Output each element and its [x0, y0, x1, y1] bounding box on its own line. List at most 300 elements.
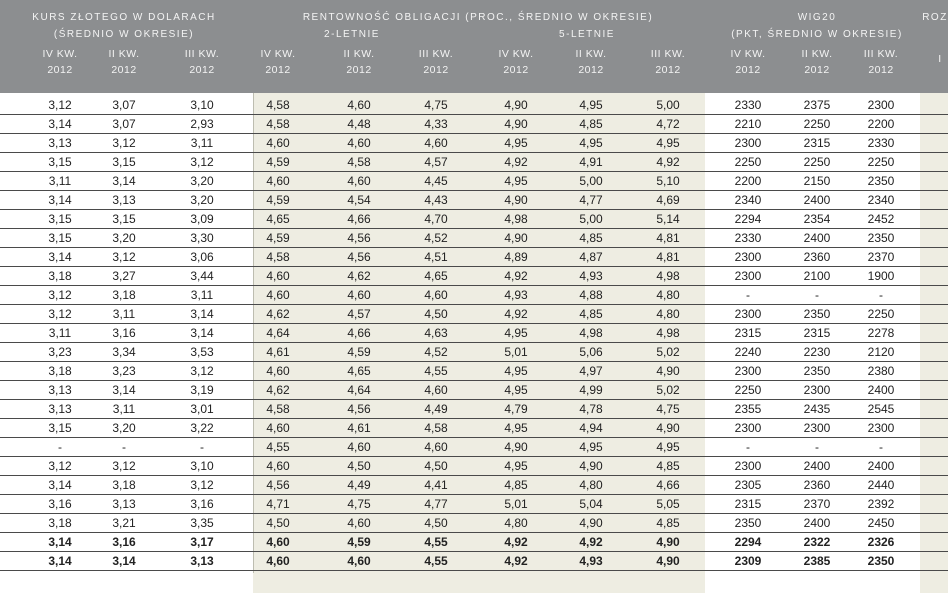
table-cell: 3,15: [48, 212, 72, 226]
table-cell: 2250: [867, 307, 895, 321]
table-cell: 2354: [803, 212, 831, 226]
table-cell: 3,23: [48, 345, 72, 359]
table-cell: 4,60: [266, 288, 290, 302]
table-cell: 2385: [803, 554, 831, 568]
table-row: [0, 286, 948, 305]
table-cell: 3,21: [112, 516, 136, 530]
table-cell: 3,16: [190, 497, 214, 511]
table-cell: 4,85: [579, 231, 603, 245]
table-cell: 3,14: [112, 554, 136, 568]
table-cell: 2300: [734, 269, 762, 283]
table-cell: 2392: [867, 497, 895, 511]
table-cell: 3,14: [48, 554, 72, 568]
table-cell: 2400: [803, 516, 831, 530]
table-cell: 2294: [734, 212, 762, 226]
table-cell: 3,13: [190, 554, 214, 568]
table-cell: 4,59: [266, 155, 290, 169]
table-cell: 4,78: [579, 402, 603, 416]
table-cell: 4,58: [266, 117, 290, 131]
table-cell: 3,12: [190, 364, 214, 378]
table-cell: 3,34: [112, 345, 136, 359]
column-header-quarter: II KW.: [343, 48, 375, 60]
group-subtitle-wig: (PKT, ŚREDNIO W OKRESIE): [731, 29, 903, 40]
table-cell: 3,13: [112, 193, 136, 207]
column-header-quarter: II KW.: [108, 48, 140, 60]
table-cell: 4,95: [504, 364, 528, 378]
table-cell: 4,49: [347, 478, 371, 492]
table-cell: 4,92: [656, 155, 680, 169]
table-cell: 4,33: [424, 117, 448, 131]
table-cell: 4,52: [424, 231, 448, 245]
table-cell: 4,60: [347, 440, 371, 454]
table-cell: 4,60: [424, 383, 448, 397]
table-row: [0, 343, 948, 362]
table-cell: 4,58: [266, 98, 290, 112]
table-cell: 3,15: [112, 212, 136, 226]
table-cell: 3,14: [112, 174, 136, 188]
table-cell: 3,14: [112, 383, 136, 397]
table-cell: 4,58: [347, 155, 371, 169]
table-cell: 2360: [803, 478, 831, 492]
table-cell: 4,80: [656, 288, 680, 302]
table-cell: 4,90: [656, 554, 680, 568]
table-row: [0, 134, 948, 153]
table-cell: 3,53: [190, 345, 214, 359]
table-cell: 4,62: [266, 307, 290, 321]
table-cell: 4,64: [266, 326, 290, 340]
column-header-year: 2012: [189, 64, 215, 76]
table-cell: 4,60: [424, 288, 448, 302]
table-cell: 4,92: [504, 269, 528, 283]
table-cell: 3,20: [112, 421, 136, 435]
table-cell: 2340: [867, 193, 895, 207]
table-cell: 4,72: [656, 117, 680, 131]
group-title-kurs: KURS ZŁOTEGO W DOLARACH: [32, 12, 216, 23]
table-cell: 4,99: [579, 383, 603, 397]
table-cell: 4,41: [424, 478, 448, 492]
table-cell: 3,12: [112, 250, 136, 264]
table-cell: 3,13: [112, 497, 136, 511]
table-cell: 4,58: [424, 421, 448, 435]
table-cell: 4,59: [347, 535, 371, 549]
table-cell: 4,90: [656, 421, 680, 435]
table-cell: 4,77: [579, 193, 603, 207]
table-cell: 4,65: [424, 269, 448, 283]
table-cell: 2309: [734, 554, 762, 568]
table-row: [0, 267, 948, 286]
table-cell: 2300: [734, 307, 762, 321]
table-cell: 3,13: [48, 136, 72, 150]
table-cell: 2294: [734, 535, 762, 549]
table-cell: 3,19: [190, 383, 214, 397]
table-body: [0, 96, 948, 571]
table-cell: 3,09: [190, 212, 214, 226]
table-cell: 4,75: [347, 497, 371, 511]
table-cell: 4,77: [424, 497, 448, 511]
table-cell: 4,57: [424, 155, 448, 169]
table-cell: 3,16: [112, 326, 136, 340]
table-cell: 4,60: [266, 174, 290, 188]
table-cell: 4,92: [504, 554, 528, 568]
table-cell: 4,50: [347, 459, 371, 473]
table-cell: 2370: [867, 250, 895, 264]
table-cell: 2350: [867, 554, 895, 568]
table-cell: 4,98: [656, 326, 680, 340]
table-cell: 4,65: [347, 364, 371, 378]
table-cell: 3,13: [48, 383, 72, 397]
table-cell: 5,00: [656, 98, 680, 112]
table-cell: 3,01: [190, 402, 214, 416]
table-cell: 4,60: [347, 554, 371, 568]
table-cell: 2300: [803, 383, 831, 397]
table-cell: 4,90: [579, 516, 603, 530]
table-cell: 3,12: [48, 288, 72, 302]
table-cell: 3,20: [190, 174, 214, 188]
table-cell: 2300: [867, 421, 895, 435]
column-header-quarter: III KW.: [863, 48, 899, 60]
table-cell: 4,51: [424, 250, 448, 264]
table-cell: 4,95: [504, 326, 528, 340]
table-cell: 4,58: [266, 402, 290, 416]
table-cell: 2120: [867, 345, 895, 359]
table-cell: 2435: [803, 402, 831, 416]
column-header-quarter: III KW.: [650, 48, 686, 60]
table-cell: 3,11: [48, 174, 72, 188]
table-cell: 4,95: [504, 421, 528, 435]
table-cell: 4,52: [424, 345, 448, 359]
table-cell: 2330: [734, 231, 762, 245]
table-cell: 2300: [803, 421, 831, 435]
table-cell: 4,80: [656, 307, 680, 321]
table-cell: -: [815, 440, 819, 454]
table-cell: -: [200, 440, 204, 454]
table-cell: 3,16: [112, 535, 136, 549]
column-header-year: 2012: [346, 64, 372, 76]
table-cell: 2300: [734, 136, 762, 150]
table-cell: 2350: [734, 516, 762, 530]
table-cell: 2150: [803, 174, 831, 188]
column-header-quarter: II KW.: [801, 48, 833, 60]
table-cell: 4,91: [579, 155, 603, 169]
table-row: [0, 324, 948, 343]
table-cell: 4,60: [424, 136, 448, 150]
table-cell: 4,59: [266, 231, 290, 245]
table-cell: 3,15: [48, 155, 72, 169]
column-header-year: 2012: [111, 64, 137, 76]
table-cell: 2200: [734, 174, 762, 188]
table-cell: 4,62: [266, 383, 290, 397]
subgroup-title: 2-LETNIE: [324, 29, 380, 40]
table-cell: 4,50: [424, 459, 448, 473]
table-cell: 4,95: [504, 174, 528, 188]
subgroup-title: 5-LETNIE: [559, 29, 615, 40]
edge-column-fragment: I: [938, 53, 942, 65]
table-cell: 4,92: [504, 535, 528, 549]
table-cell: 2250: [867, 155, 895, 169]
table-cell: 4,55: [266, 440, 290, 454]
table-cell: 5,00: [579, 212, 603, 226]
table-cell: 4,63: [424, 326, 448, 340]
table-cell: 3,15: [48, 421, 72, 435]
table-cell: -: [58, 440, 62, 454]
table-cell: 3,18: [112, 478, 136, 492]
table-cell: 3,18: [112, 288, 136, 302]
table-cell: 4,90: [504, 440, 528, 454]
table-cell: 3,23: [112, 364, 136, 378]
table-cell: 3,12: [190, 478, 214, 492]
table-cell: 4,60: [347, 516, 371, 530]
table-cell: 5,01: [504, 497, 528, 511]
table-cell: 3,14: [48, 193, 72, 207]
table-cell: 4,95: [579, 136, 603, 150]
table-cell: 4,50: [424, 307, 448, 321]
table-cell: 4,60: [266, 136, 290, 150]
group-title-wig: WIG20: [797, 12, 837, 23]
table-cell: 4,98: [504, 212, 528, 226]
table-cell: 4,95: [579, 98, 603, 112]
table-cell: 3,20: [112, 231, 136, 245]
table-cell: 2400: [803, 193, 831, 207]
table-row: [0, 476, 948, 495]
table-cell: 3,12: [190, 155, 214, 169]
table-cell: 3,15: [48, 231, 72, 245]
table-cell: 5,01: [504, 345, 528, 359]
table-cell: 2350: [867, 174, 895, 188]
table-cell: 2326: [867, 535, 895, 549]
table-cell: 2300: [867, 98, 895, 112]
table-cell: 4,60: [347, 98, 371, 112]
table-cell: 5,14: [656, 212, 680, 226]
table-cell: 3,06: [190, 250, 214, 264]
table-cell: 4,55: [424, 554, 448, 568]
table-cell: 3,11: [112, 307, 136, 321]
column-header-year: 2012: [655, 64, 681, 76]
column-header-quarter: III KW.: [418, 48, 454, 60]
table-cell: 4,61: [266, 345, 290, 359]
table-row: [0, 153, 948, 172]
table-cell: 3,18: [48, 269, 72, 283]
group-subtitle-kurs: (ŚREDNIO W OKRESIE): [53, 29, 195, 40]
table-cell: 5,00: [579, 174, 603, 188]
table-cell: 2350: [803, 364, 831, 378]
table-cell: 4,55: [424, 364, 448, 378]
table-cell: 3,11: [48, 326, 72, 340]
table-cell: 2400: [803, 459, 831, 473]
table-cell: 4,60: [347, 288, 371, 302]
table-cell: 3,10: [190, 459, 214, 473]
table-cell: 4,45: [424, 174, 448, 188]
column-header-year: 2012: [804, 64, 830, 76]
table-row: [0, 362, 948, 381]
table-cell: 4,59: [347, 345, 371, 359]
table-cell: 4,60: [424, 440, 448, 454]
table-cell: 3,17: [190, 535, 214, 549]
table-cell: 4,92: [504, 155, 528, 169]
table-cell: 4,66: [347, 212, 371, 226]
table-cell: 4,97: [579, 364, 603, 378]
table-cell: 4,89: [504, 250, 528, 264]
table-cell: 4,60: [266, 421, 290, 435]
column-header-year: 2012: [47, 64, 73, 76]
table-row: [0, 191, 948, 210]
table-cell: 4,94: [579, 421, 603, 435]
table-cell: 2300: [734, 250, 762, 264]
table-row: [0, 381, 948, 400]
table-row: [0, 96, 948, 115]
table-cell: 3,44: [190, 269, 214, 283]
table-cell: 3,14: [48, 250, 72, 264]
table-cell: 4,60: [266, 535, 290, 549]
table-cell: 4,65: [266, 212, 290, 226]
table-cell: 2278: [867, 326, 895, 340]
table-row: [0, 419, 948, 438]
table-row: [0, 248, 948, 267]
table-cell: 4,56: [266, 478, 290, 492]
table-cell: 2250: [803, 117, 831, 131]
table-cell: 4,87: [579, 250, 603, 264]
table-cell: 4,98: [656, 269, 680, 283]
table-cell: 2340: [734, 193, 762, 207]
group-title-rent: RENTOWNOŚĆ OBLIGACJI (PROC., ŚREDNIO W OKRESIE): [302, 12, 654, 23]
table-cell: 2350: [867, 231, 895, 245]
table-cell: 2240: [734, 345, 762, 359]
table-cell: 4,56: [347, 250, 371, 264]
summary-row: [0, 552, 948, 571]
table-cell: 2,93: [190, 117, 214, 131]
table-cell: 4,93: [579, 269, 603, 283]
table-cell: 4,56: [347, 402, 371, 416]
table-cell: -: [879, 288, 883, 302]
column-header-year: 2012: [423, 64, 449, 76]
table-cell: 4,95: [504, 383, 528, 397]
table-cell: 4,69: [656, 193, 680, 207]
table-cell: 3,07: [112, 98, 136, 112]
table-cell: 4,79: [504, 402, 528, 416]
table-cell: 4,48: [347, 117, 371, 131]
table-cell: 4,57: [347, 307, 371, 321]
table-cell: 4,85: [579, 307, 603, 321]
table-cell: 2300: [734, 364, 762, 378]
table-cell: 4,61: [347, 421, 371, 435]
table-cell: 4,93: [504, 288, 528, 302]
table-cell: 3,11: [112, 402, 136, 416]
table-cell: 3,10: [190, 98, 214, 112]
table-cell: 2300: [734, 459, 762, 473]
table-cell: 4,81: [656, 231, 680, 245]
table-cell: 4,60: [266, 364, 290, 378]
table-cell: 3,12: [48, 307, 72, 321]
table-cell: 4,90: [656, 364, 680, 378]
table-cell: 3,30: [190, 231, 214, 245]
table-cell: 4,95: [656, 440, 680, 454]
table-cell: 5,10: [656, 174, 680, 188]
table-cell: 2200: [867, 117, 895, 131]
table-cell: -: [122, 440, 126, 454]
table-row: [0, 210, 948, 229]
table-cell: 2315: [734, 497, 762, 511]
table-cell: 2400: [803, 231, 831, 245]
table-cell: 2370: [803, 497, 831, 511]
table-cell: 4,60: [347, 174, 371, 188]
table-cell: 2315: [734, 326, 762, 340]
table-row: [0, 514, 948, 533]
table-cell: 4,75: [656, 402, 680, 416]
table-cell: 4,95: [504, 459, 528, 473]
table-cell: 4,81: [656, 250, 680, 264]
table-cell: 2250: [734, 155, 762, 169]
table-cell: 2315: [803, 136, 831, 150]
table-cell: 3,12: [112, 459, 136, 473]
table-cell: 2300: [734, 421, 762, 435]
group-title-cut: ROZ: [922, 12, 948, 23]
column-header-quarter: III KW.: [184, 48, 220, 60]
table-cell: 3,22: [190, 421, 214, 435]
table-cell: 4,55: [424, 535, 448, 549]
table-cell: 3,13: [48, 402, 72, 416]
table-row: [0, 229, 948, 248]
table-cell: 2450: [867, 516, 895, 530]
table-cell: 4,60: [347, 136, 371, 150]
table-cell: 5,02: [656, 383, 680, 397]
table-cell: 2440: [867, 478, 895, 492]
table-cell: 4,64: [347, 383, 371, 397]
table-cell: 4,50: [424, 516, 448, 530]
table-header: [0, 0, 948, 93]
table-cell: 3,15: [112, 155, 136, 169]
table-cell: 5,02: [656, 345, 680, 359]
table-cell: 4,93: [579, 554, 603, 568]
table-cell: 5,05: [656, 497, 680, 511]
table-cell: -: [815, 288, 819, 302]
table-cell: 3,11: [190, 136, 214, 150]
column-header-year: 2012: [578, 64, 604, 76]
table-cell: 4,60: [266, 554, 290, 568]
table-cell: 2360: [803, 250, 831, 264]
table-cell: 3,20: [190, 193, 214, 207]
table-cell: 3,12: [112, 136, 136, 150]
table-cell: 3,14: [48, 117, 72, 131]
table-cell: 4,85: [504, 478, 528, 492]
table-row: [0, 495, 948, 514]
column-header-year: 2012: [503, 64, 529, 76]
summary-row: [0, 533, 948, 552]
table-cell: 3,16: [48, 497, 72, 511]
column-header-quarter: IV KW.: [498, 48, 534, 60]
table-cell: 4,66: [656, 478, 680, 492]
table-cell: 2355: [734, 402, 762, 416]
table-row: [0, 400, 948, 419]
table-cell: 4,95: [579, 440, 603, 454]
table-row: [0, 438, 948, 457]
column-header-year: 2012: [265, 64, 291, 76]
table-row: [0, 172, 948, 191]
table-cell: 4,85: [579, 117, 603, 131]
table-cell: 4,90: [504, 117, 528, 131]
table-cell: 4,49: [424, 402, 448, 416]
table-cell: 2375: [803, 98, 831, 112]
table-cell: 4,80: [579, 478, 603, 492]
table-cell: 4,85: [656, 459, 680, 473]
table-cell: 3,12: [48, 98, 72, 112]
table-cell: -: [746, 288, 750, 302]
table-cell: 2305: [734, 478, 762, 492]
table-cell: 4,80: [504, 516, 528, 530]
table-cell: 4,43: [424, 193, 448, 207]
table-row: [0, 457, 948, 476]
table-cell: 3,12: [48, 459, 72, 473]
table-cell: 4,95: [504, 136, 528, 150]
table-cell: -: [879, 440, 883, 454]
